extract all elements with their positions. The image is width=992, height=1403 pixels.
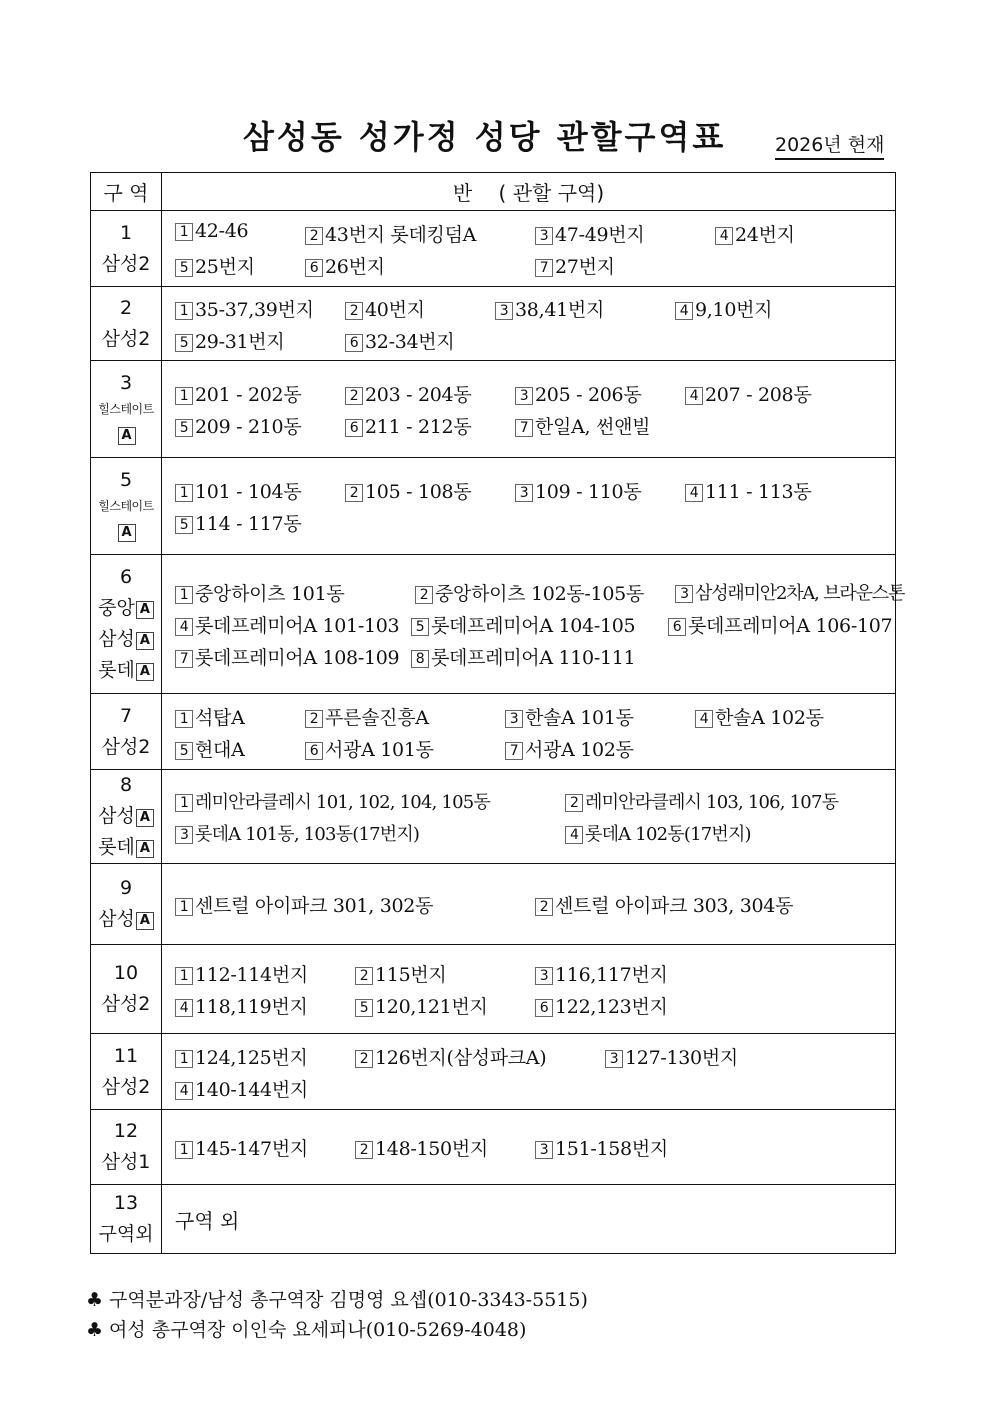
- zone-area: 삼성: [98, 628, 135, 650]
- list-item: 2 레미안라클레시 103, 106, 107동: [565, 788, 838, 814]
- content-cell: [162, 694, 896, 770]
- apartment-badge: A: [118, 427, 136, 445]
- zone-area: 삼성2: [101, 1075, 151, 1098]
- zone-number: 10: [113, 962, 139, 984]
- zone-cell: [91, 1110, 162, 1185]
- zone-cell: [91, 1185, 162, 1254]
- as-of-date: 2026년 현재: [775, 130, 884, 160]
- header-content: 반 ( 관할 구역): [162, 173, 896, 211]
- list-item: 6 211 - 212동: [345, 412, 471, 439]
- list-item: 1 201 - 202동: [175, 380, 301, 407]
- zone-area: 삼성2: [101, 327, 151, 350]
- zone-cell: [91, 945, 162, 1034]
- zone-area: 힐스테이트: [98, 499, 154, 513]
- list-item: 3 38,41번지: [495, 295, 604, 322]
- list-item: 7 롯데프레미어A 108-109: [175, 643, 399, 670]
- table-header-row: [91, 173, 896, 211]
- apartment-badge: A: [136, 601, 154, 619]
- zone-cell: [91, 361, 162, 458]
- zone-area: 삼성1: [101, 1151, 151, 1173]
- content-cell: [162, 945, 896, 1034]
- list-item: 5 25번지: [175, 252, 255, 279]
- club-icon: ♣: [86, 1319, 104, 1341]
- list-item: 5 120,121번지: [355, 992, 488, 1019]
- list-item: 7 한일A, 썬앤빌: [515, 412, 650, 439]
- list-item: 2 126번지(삼성파크A): [355, 1043, 546, 1070]
- list-item: 3 한솔A 101동: [505, 703, 634, 730]
- footer-contact-2: [86, 1315, 526, 1342]
- content-cell: [162, 770, 896, 864]
- list-item: 2 203 - 204동: [345, 380, 471, 407]
- list-item: 1 124,125번지: [175, 1043, 308, 1070]
- club-icon: ♣: [86, 1289, 104, 1311]
- list-item: 4 롯데프레미어A 101-103: [175, 611, 399, 638]
- zone-number: 8: [119, 774, 133, 796]
- list-item: 1 석탑A: [175, 703, 245, 730]
- zone-area: 힐스테이트: [98, 402, 154, 416]
- apartment-badge: A: [118, 524, 136, 542]
- list-item: 2 115번지: [355, 960, 446, 987]
- list-item: 2 43번지 롯데킹덤A: [305, 220, 476, 247]
- content-cell: [162, 1185, 896, 1254]
- footer-text: 구역분과장/남성 총구역장 김명영 요셉(010-3343-5515): [109, 1289, 588, 1311]
- list-item: 4 한솔A 102동: [695, 703, 824, 730]
- list-item: 4 207 - 208동: [685, 380, 811, 407]
- zone-cell: [91, 287, 162, 361]
- apartment-badge: A: [136, 632, 154, 650]
- zone-cell: [91, 555, 162, 694]
- table-row: [91, 1110, 896, 1185]
- zone-number: 1: [119, 221, 133, 244]
- content-cell: [162, 458, 896, 555]
- list-item: 4 118,119번지: [175, 992, 308, 1019]
- zone-area: 롯데: [98, 659, 135, 681]
- list-item: 4 140-144번지: [175, 1075, 308, 1102]
- content-cell: [162, 361, 896, 458]
- list-item: 6 26번지: [305, 252, 385, 279]
- apartment-badge: A: [136, 912, 154, 930]
- list-item: 1 112-114번지: [175, 960, 308, 987]
- list-item: 2 푸른솔진흥A: [305, 703, 429, 730]
- zone-number: 9: [119, 877, 133, 899]
- page-title: 삼성동 성가정 성당 관할구역표: [243, 118, 727, 156]
- list-item: 7 27번지: [535, 252, 615, 279]
- content-cell: [162, 1034, 896, 1110]
- list-item: 3 205 - 206동: [515, 380, 641, 407]
- list-item: 3 109 - 110동: [515, 477, 641, 504]
- zone-number: 5: [119, 469, 133, 491]
- table-row: [91, 945, 896, 1034]
- zone-cell: [91, 694, 162, 770]
- zone-number: 11: [113, 1044, 139, 1067]
- table-row: [91, 770, 896, 864]
- zone-area: 삼성2: [101, 735, 151, 758]
- table-row: [91, 287, 896, 361]
- table-row: [91, 361, 896, 458]
- zone-cell: [91, 211, 162, 287]
- content-cell: [162, 211, 896, 287]
- list-item: 6 롯데프레미어A 106-107: [668, 611, 892, 638]
- zone-area: 삼성2: [101, 993, 151, 1015]
- zone-number: 13: [113, 1192, 139, 1214]
- list-item: 3 116,117번지: [535, 960, 668, 987]
- list-item: 6 122,123번지: [535, 992, 668, 1019]
- apartment-badge: A: [136, 840, 154, 858]
- table-row: [91, 211, 896, 287]
- list-item: 6 서광A 101동: [305, 735, 434, 762]
- list-item: 1 센트럴 아이파크 301, 302동: [175, 891, 433, 918]
- list-item: 4 111 - 113동: [685, 477, 811, 504]
- table-row: [91, 694, 896, 770]
- header-zone: 구 역: [91, 173, 162, 211]
- apartment-badge: A: [136, 809, 154, 827]
- list-item: 2 148-150번지: [355, 1134, 488, 1161]
- list-item: 5 롯데프레미어A 104-105: [411, 611, 635, 638]
- list-item: 6 32-34번지: [345, 327, 454, 354]
- content-cell: [162, 555, 905, 694]
- zone-cell: [91, 770, 162, 864]
- list-item: 1 레미안라클레시 101, 102, 104, 105동: [175, 788, 490, 814]
- table-row: [91, 555, 896, 694]
- zone-number: 7: [119, 704, 133, 727]
- zone-number: 12: [113, 1120, 139, 1142]
- list-item: 8 롯데프레미어A 110-111: [411, 643, 635, 670]
- list-item: 2 센트럴 아이파크 303, 304동: [535, 891, 793, 918]
- list-item: 5 29-31번지: [175, 327, 284, 354]
- zone-area: 롯데: [98, 836, 135, 858]
- zone-number: 3: [119, 372, 133, 394]
- content-cell: [162, 864, 896, 945]
- zone-area: 삼성2: [101, 252, 151, 275]
- list-item: 5 현대A: [175, 735, 245, 762]
- table-row: [91, 1185, 896, 1254]
- jurisdiction-table: [90, 172, 905, 1254]
- zone-number: 6: [119, 566, 133, 588]
- list-item: 3 롯데A 101동, 103동(17번지): [175, 820, 419, 846]
- list-item: 1 35-37,39번지: [175, 295, 314, 322]
- outside-zone-text: 구역 외: [175, 1208, 240, 1233]
- zone-area: 삼성: [98, 805, 135, 827]
- list-item: 4 롯데A 102동(17번지): [565, 820, 751, 846]
- zone-area: 삼성: [98, 908, 135, 930]
- content-cell: [162, 287, 896, 361]
- zone-cell: [91, 458, 162, 555]
- list-item: 5 114 - 117동: [175, 509, 301, 536]
- list-item: 7 서광A 102동: [505, 735, 634, 762]
- list-item: 3 47-49번지: [535, 220, 644, 247]
- list-item: 2 중앙하이츠 102동-105동: [415, 579, 644, 606]
- list-item: 2 105 - 108동: [345, 477, 471, 504]
- list-item: 3 151-158번지: [535, 1134, 668, 1161]
- content-cell: [162, 1110, 896, 1185]
- list-item: 4 24번지: [715, 220, 795, 247]
- list-item: 1 중앙하이츠 101동: [175, 579, 344, 606]
- table-row: [91, 864, 896, 945]
- list-item: 5 209 - 210동: [175, 412, 301, 439]
- zone-cell: [91, 864, 162, 945]
- list-item: 1 101 - 104동: [175, 477, 301, 504]
- footer-contact-1: [86, 1285, 588, 1312]
- zone-area: 중앙: [98, 597, 135, 619]
- list-item: 4 9,10번지: [675, 295, 772, 322]
- footer-text: 여성 총구역장 이인숙 요세피나(010-5269-4048): [109, 1319, 527, 1341]
- list-item: 3 삼성래미안2차A, 브라운스톤: [675, 579, 904, 605]
- zone-number: 2: [119, 296, 133, 319]
- list-item: 3 127-130번지: [605, 1043, 738, 1070]
- zone-cell: [91, 1034, 162, 1110]
- apartment-badge: A: [136, 663, 154, 681]
- zone-area: 구역외: [98, 1223, 154, 1245]
- list-item: 1 42-46: [175, 220, 248, 242]
- table-row: [91, 458, 896, 555]
- list-item: 1 145-147번지: [175, 1134, 308, 1161]
- list-item: 2 40번지: [345, 295, 425, 322]
- table-row: [91, 1034, 896, 1110]
